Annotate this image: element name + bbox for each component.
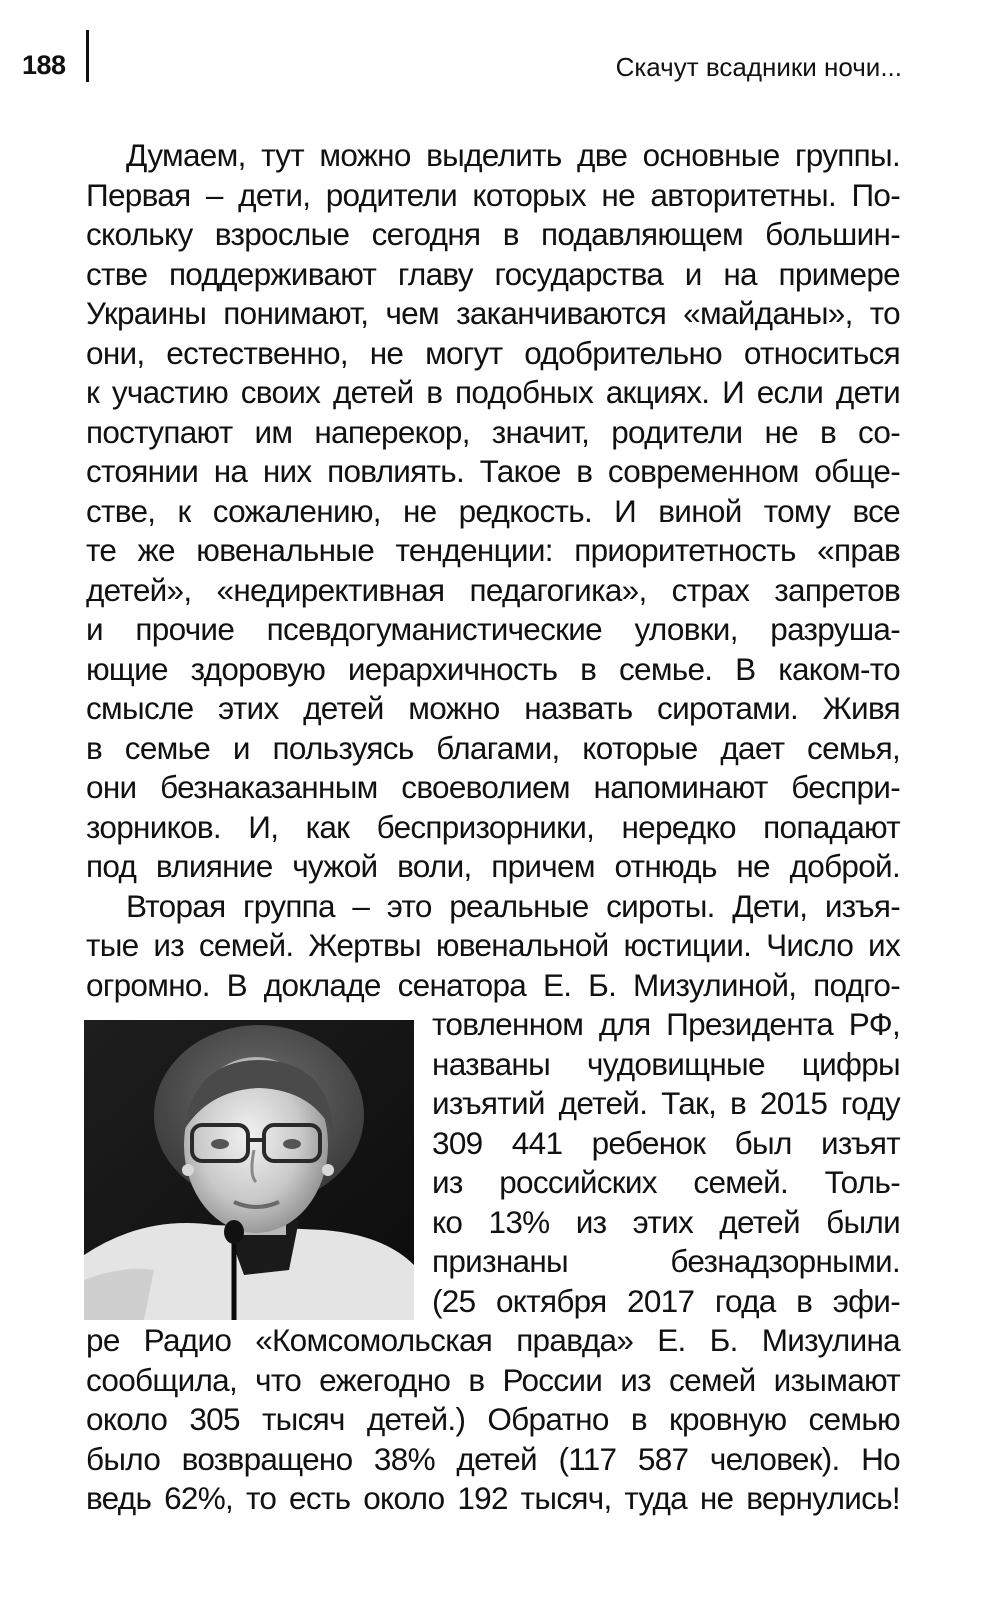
text-line: стве поддерживают главу государства и на примере bbox=[86, 255, 900, 292]
text-line: сообщила, что ежегодно в России из семей изымают bbox=[86, 1361, 900, 1398]
text-line: изъятий детей. Так, в 2015 году bbox=[432, 1085, 900, 1121]
text-line: Первая – дети, родители которых не авторитетны. По- bbox=[86, 176, 900, 213]
text-line: скольку взрослые сегодня в подавляющем большин- bbox=[86, 216, 900, 252]
article-body bbox=[86, 136, 900, 1519]
text-line: стоянии на них повлиять. Такое в современном обще- bbox=[86, 453, 900, 489]
text-line: ющие здоровую иерархичность в семье. В каком-то bbox=[86, 650, 900, 687]
text-line: к участию своих детей в подобных акциях. И если дети bbox=[86, 374, 900, 410]
header-divider bbox=[86, 30, 89, 82]
text-line: огромно. В докладе сенатора Е. Б. Мизулиной, подго- bbox=[86, 966, 900, 1003]
text-line: Думаем, тут можно выделить две основные группы. bbox=[126, 137, 900, 173]
text-line: они, естественно, не могут одобрительно относиться bbox=[86, 334, 900, 371]
text-line: было возвращено 38% детей (117 587 человек). Но bbox=[86, 1440, 900, 1477]
text-line: детей», «недирективная педагогика», страх запретов bbox=[86, 571, 900, 608]
text-line: тые из семей. Жертвы ювенальной юстиции. Число их bbox=[86, 927, 900, 963]
text-line: в семье и пользуясь благами, которые дает семья, bbox=[86, 729, 900, 766]
text-line: Вторая группа – это реальные сироты. Дети, изъя- bbox=[126, 887, 900, 924]
text-line: они безнаказанным своеволием напоминают беспри- bbox=[86, 769, 900, 805]
text-line: 309 441 ребенок был изъят bbox=[432, 1124, 900, 1161]
text-line: ко 13% из этих детей были bbox=[432, 1203, 900, 1240]
text-line: товленном для Президента РФ, bbox=[432, 1006, 900, 1042]
text-line: названы чудовищные цифры bbox=[432, 1045, 900, 1082]
page-number: 188 bbox=[22, 50, 66, 80]
text-line: поступают им наперекор, значит, родители не в со- bbox=[86, 413, 900, 450]
text-line: стве, к сожалению, не редкость. И виной тому все bbox=[86, 492, 900, 529]
text-line: под влияние чужой воли, причем отнюдь не доброй. bbox=[86, 848, 900, 884]
text-line: ведь 62%, то есть около 192 тысяч, туда не вернулись! bbox=[86, 1480, 900, 1516]
text-line: те же ювенальные тенденции: приоритетность «прав bbox=[86, 532, 900, 568]
text-line: смысле этих детей можно назвать сиротами. Живя bbox=[86, 690, 900, 726]
running-title: Скачут всадники ночи... bbox=[615, 52, 902, 82]
text-line: признаны безнадзорными. bbox=[432, 1243, 900, 1279]
text-line: Украины понимают, чем заканчиваются «майданы», то bbox=[86, 295, 900, 331]
text-line: и прочие псевдогуманистические уловки, разруша- bbox=[86, 611, 900, 647]
text-line: ре Радио «Комсомольская правда» Е. Б. Мизулина bbox=[86, 1322, 900, 1358]
text-line: около 305 тысяч детей.) Обратно в кровную семью bbox=[86, 1401, 900, 1437]
text-line: из российских семей. Толь- bbox=[432, 1164, 900, 1200]
text-line: зорников. И, как беспризорники, нередко попадают bbox=[86, 808, 900, 845]
text-line: (25 октября 2017 года в эфи- bbox=[432, 1282, 900, 1319]
